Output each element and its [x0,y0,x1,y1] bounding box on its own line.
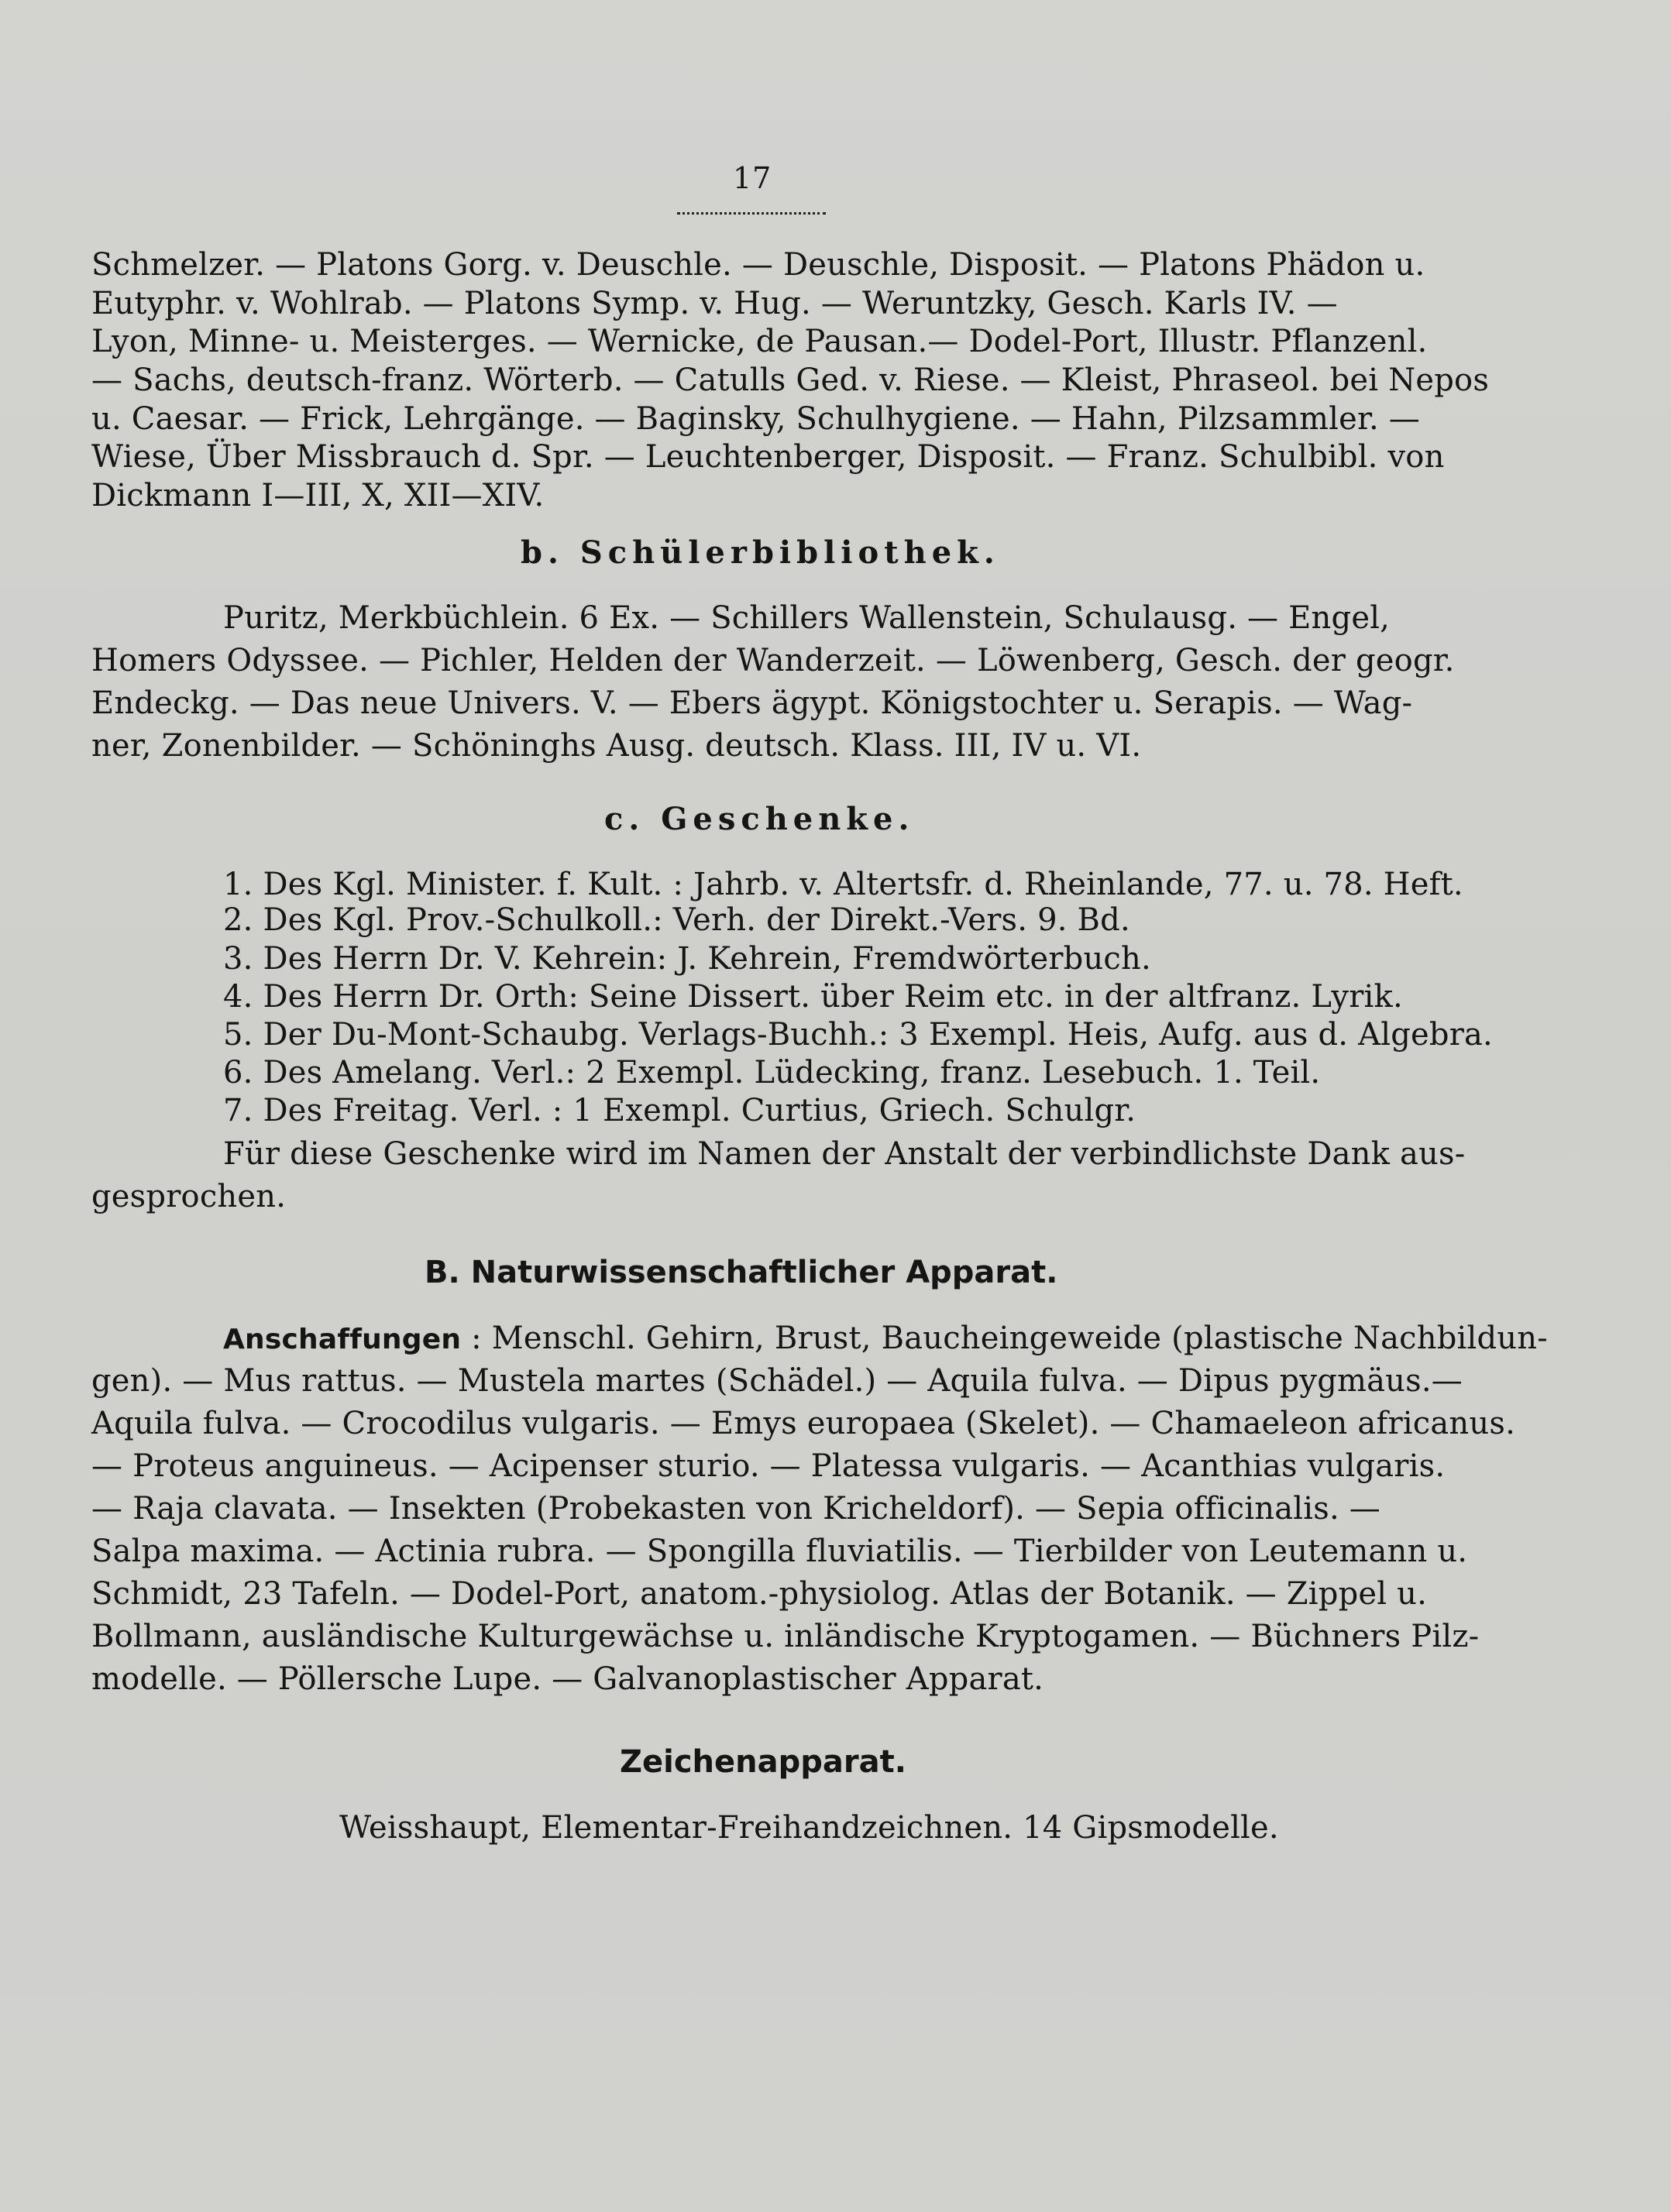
text-line [223,1323,1548,1354]
section-heading-schuelerbibliothek: b. Schülerbibliothek. [521,534,1000,571]
list-item: 1. Des Kgl. Minister. f. Kult. : Jahrb. v. Altertsfr. d. Rheinlande, 77. u. 78. Heft. [223,867,1463,902]
text-line: Wiese, Über Missbrauch d. Spr. — Leuchtenberger, Disposit. — Franz. Schulbibl. von [91,439,1445,475]
text-line: Schmidt, 23 Tafeln. — Dodel-Port, anatom.-physiolog. Atlas der Botanik. — Zippel u. [91,1576,1428,1612]
list-item: 6. Des Amelang. Verl.: 2 Exempl. Lüdecking, franz. Lesebuch. 1. Teil. [223,1055,1321,1091]
list-item: 4. Des Herrn Dr. Orth: Seine Dissert. über Reim etc. in der altfranz. Lyrik. [223,979,1403,1015]
text-line: Homers Odyssee. — Pichler, Helden der Wanderzeit. — Löwenberg, Gesch. der geogr. [91,643,1455,678]
text-line: Salpa maxima. — Actinia rubra. — Spongilla fluviatilis. — Tierbilder von Leutemann u. [91,1534,1468,1569]
section-heading-geschenke: c. Geschenke. [604,801,915,837]
text-line: — Proteus anguineus. — Acipenser sturio. — Platessa vulgaris. — Acanthias vulgaris. [91,1448,1446,1484]
page-number: 17 [733,161,772,195]
list-item: 7. Des Freitag. Verl. : 1 Exempl. Curtius, Griech. Schulgr. [223,1093,1136,1128]
anschaffungen-text: : Menschl. Gehirn, Brust, Baucheingeweide (plastische Nachbildun- [461,1321,1548,1356]
text-line: Für diese Geschenke wird im Namen der Anstalt der verbindlichste Dank aus- [223,1136,1466,1172]
text-line: gesprochen. [91,1179,287,1214]
text-line: Dickmann I—III, X, XII—XIV. [91,478,545,514]
text-line: Aquila fulva. — Crocodilus vulgaris. — Emys europaea (Skelet). — Chamaeleon africanus. [91,1406,1516,1441]
text-line: modelle. — Pöllersche Lupe. — Galvanoplastischer Apparat. [91,1661,1044,1697]
text-line: Weisshaupt, Elementar-Freihandzeichnen. 14 Gipsmodelle. [339,1810,1279,1846]
section-heading-naturwissenschaftlicher-apparat: B. Naturwissenschaftlicher Apparat. [425,1255,1058,1290]
list-item: 2. Des Kgl. Prov.-Schulkoll.: Verh. der Direkt.-Vers. 9. Bd. [223,902,1130,938]
list-item: 3. Des Herrn Dr. V. Kehrein: J. Kehrein, Fremdwörterbuch. [223,941,1151,977]
text-line: ner, Zonenbilder. — Schöninghs Ausg. deutsch. Klass. III, IV u. VI. [91,728,1142,764]
text-line: Eutyphr. v. Wohlrab. — Platons Symp. v. Hug. — Weruntzky, Gesch. Karls IV. — [91,286,1338,321]
page-number-ornament [677,204,826,215]
anschaffungen-label: Anschaffungen [223,1324,462,1355]
text-line: Puritz, Merkbüchlein. 6 Ex. — Schillers Wallenstein, Schulausg. — Engel, [223,600,1391,636]
text-line: Schmelzer. — Platons Gorg. v. Deuschle. — Deuschle, Disposit. — Platons Phädon u. [91,247,1425,283]
text-line: gen). — Mus rattus. — Mustela martes (Schädel.) — Aquila fulva. — Dipus pygmäus.— [91,1363,1463,1399]
text-line: Bollmann, ausländische Kulturgewächse u. inländische Kryptogamen. — Büchners Pilz- [91,1619,1480,1654]
text-line: — Sachs, deutsch-franz. Wörterb. — Catulls Ged. v. Riese. — Kleist, Phraseol. bei Nepos [91,362,1490,398]
text-line: u. Caesar. — Frick, Lehrgänge. — Baginsky, Schulhygiene. — Hahn, Pilzsammler. — [91,401,1420,437]
text-line: Endeckg. — Das neue Univers. V. — Ebers ägypt. Königstochter u. Serapis. — Wag- [91,685,1413,721]
list-item: 5. Der Du-Mont-Schaubg. Verlags-Buchh.: 3 Exempl. Heis, Aufg. aus d. Algebra. [223,1017,1493,1053]
section-heading-zeichenapparat: Zeichenapparat. [620,1744,906,1780]
text-line: — Raja clavata. — Insekten (Probekasten von Kricheldorf). — Sepia officinalis. — [91,1491,1380,1527]
text-line: Lyon, Minne- u. Meisterges. — Wernicke, de Pausan.— Dodel-Port, Illustr. Pflanzenl. [91,324,1428,359]
